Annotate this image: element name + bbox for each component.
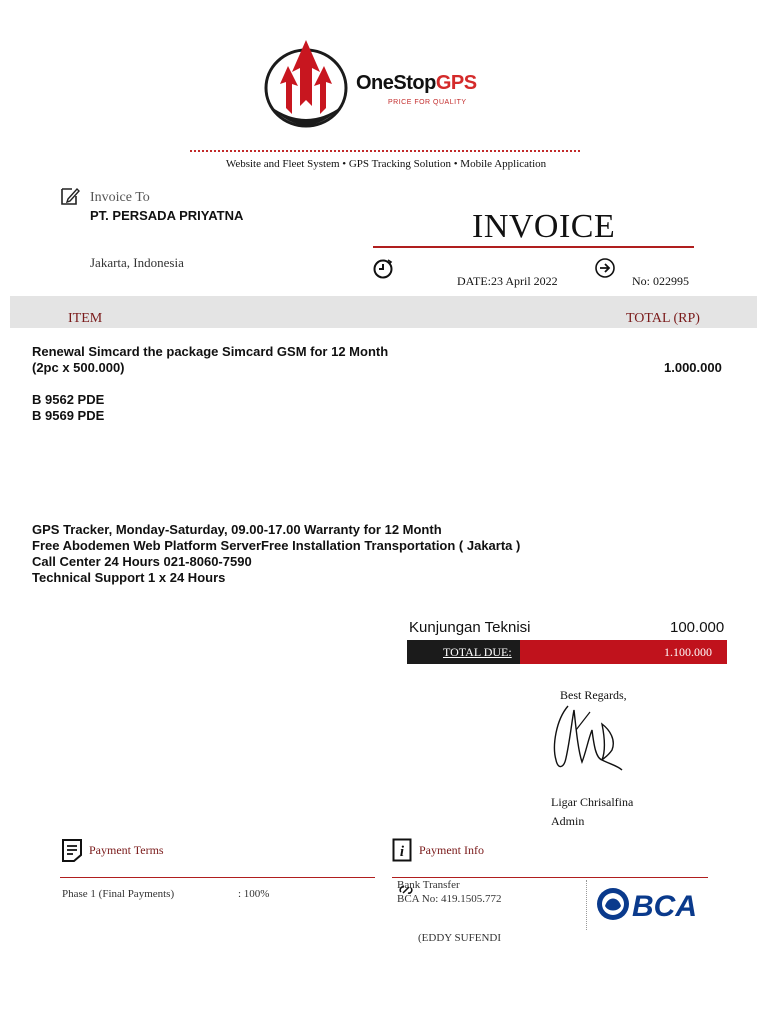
invoice-number: No: 022995 bbox=[632, 274, 689, 288]
regards-text: Best Regards, bbox=[560, 688, 627, 702]
total-due-amount: 1.100.000 bbox=[664, 645, 712, 659]
feature-line: Free Abodemen Web Platform ServerFree Installation Transportation ( Jakarta ) bbox=[32, 538, 521, 553]
payment-phase: Phase 1 (Final Payments) bbox=[62, 888, 175, 900]
technician-visit-amount: 100.000 bbox=[670, 619, 725, 636]
invoice-title-rule bbox=[373, 246, 694, 248]
line-item-desc-line2: (2pc x 500.000) bbox=[32, 360, 125, 375]
document-list-icon bbox=[61, 838, 83, 862]
plate-list bbox=[32, 392, 104, 424]
brand-tagline: PRICE FOR QUALITY bbox=[388, 99, 467, 106]
brand-name-part1: OneStop bbox=[356, 72, 436, 94]
invoice-to-label: Invoice To bbox=[90, 190, 150, 205]
column-header-total: TOTAL (RP) bbox=[626, 311, 700, 326]
payment-terms-rule bbox=[60, 877, 375, 878]
bank-account-holder: (EDDY SUFENDI bbox=[418, 932, 502, 944]
client-location: Jakarta, Indonesia bbox=[90, 255, 184, 270]
line-item-desc-line1: Renewal Simcard the package Simcard GSM for 12 Month bbox=[32, 344, 389, 359]
signer-name: Ligar Chrisalfina bbox=[551, 795, 634, 809]
header-divider bbox=[190, 150, 580, 152]
plate-number: B 9562 PDE bbox=[32, 392, 105, 407]
client-name: PT. PERSADA PRIYATNA bbox=[90, 208, 244, 223]
invoice-title: INVOICE bbox=[472, 208, 616, 245]
company-logo-mark bbox=[258, 36, 354, 136]
header-services: Website and Fleet System • GPS Tracking Solution • Mobile Application bbox=[225, 158, 547, 170]
payment-method: Bank Transfer bbox=[397, 879, 460, 891]
feature-line: Technical Support 1 x 24 Hours bbox=[32, 570, 226, 585]
bca-logo-text: BCA bbox=[632, 890, 697, 923]
technician-visit-label: Kunjungan Teknisi bbox=[409, 619, 531, 636]
signer-role: Admin bbox=[551, 814, 585, 828]
payment-info-divider bbox=[586, 880, 587, 930]
column-header-item: ITEM bbox=[68, 311, 103, 326]
feature-line: Call Center 24 Hours 021-8060-7590 bbox=[32, 554, 252, 569]
link-icon bbox=[398, 882, 414, 898]
arrow-right-icon bbox=[594, 257, 616, 279]
line-item-amount: 1.000.000 bbox=[664, 360, 722, 375]
payment-info-rule bbox=[392, 877, 708, 878]
svg-text:i: i bbox=[399, 844, 405, 860]
invoice-date: DATE:23 April 2022 bbox=[457, 274, 558, 288]
feature-line: GPS Tracker, Monday-Saturday, 09.00-17.00 Warranty for 12 Month bbox=[32, 522, 442, 537]
payment-info-title: Payment Info bbox=[419, 843, 484, 857]
brand-name-part2: GPS bbox=[435, 72, 477, 94]
payment-percent: : 100% bbox=[238, 888, 270, 900]
total-due-label: TOTAL DUE: bbox=[443, 645, 512, 659]
plate-number: B 9569 PDE bbox=[32, 408, 105, 423]
signature-image bbox=[546, 700, 626, 776]
bca-bank-logo bbox=[596, 884, 704, 924]
line-item-description bbox=[32, 344, 388, 376]
service-features bbox=[32, 522, 520, 586]
clock-icon bbox=[372, 258, 394, 280]
payment-terms-title: Payment Terms bbox=[89, 843, 164, 857]
brand-name bbox=[356, 72, 477, 95]
bank-account-number: BCA No: 419.1505.772 bbox=[397, 893, 502, 905]
edit-icon bbox=[60, 186, 80, 206]
info-icon bbox=[392, 838, 412, 862]
